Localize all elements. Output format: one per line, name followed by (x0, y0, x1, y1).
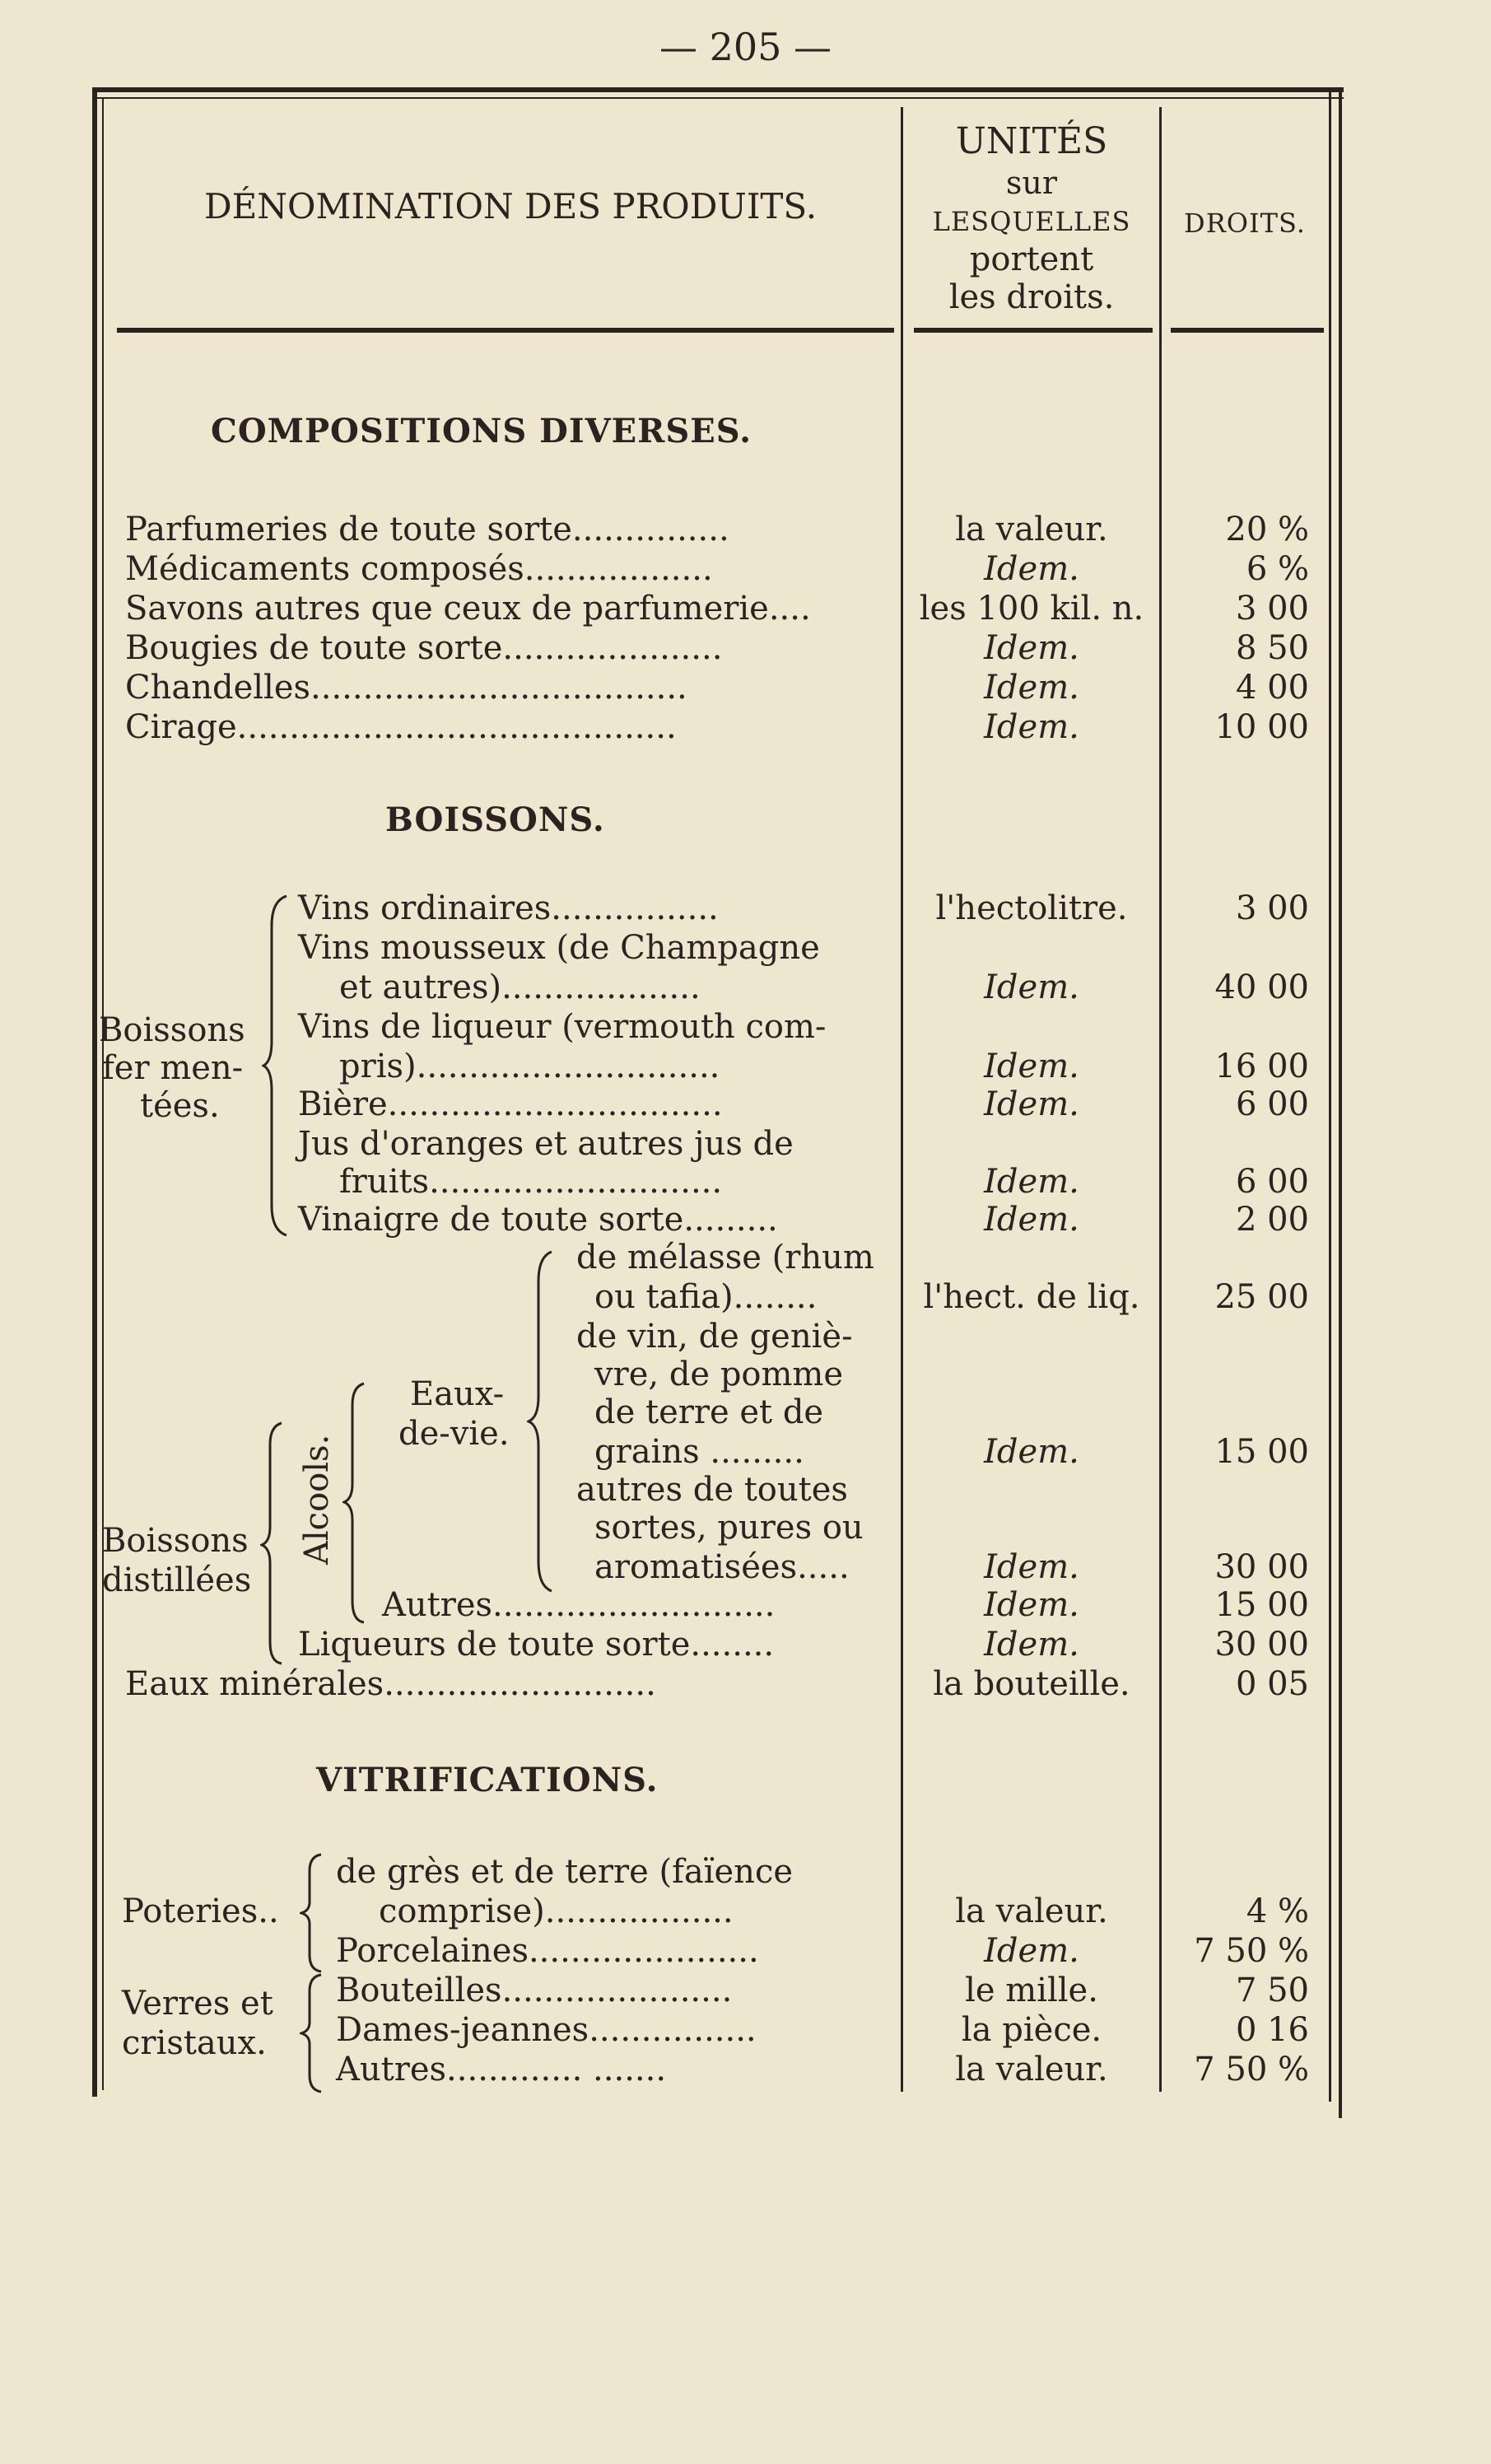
right-border (1329, 92, 1331, 2102)
unit-distillees: Idem. (984, 1626, 1079, 1664)
line-fermentees: Jus d'oranges et autres jus de (298, 1125, 794, 1163)
line-distillees: vre, de pomme (594, 1356, 844, 1393)
duty-vitrifications: 0 16 (1235, 2011, 1309, 2049)
unit-distillees: Idem. (984, 1586, 1079, 1624)
label-verres: Verres et (122, 1985, 273, 2023)
header-col1: DÉNOMINATION DES PRODUITS. (203, 186, 818, 226)
duty-fermentees: 6 00 (1235, 1163, 1309, 1201)
row-name: Savons autres que ceux de parfumerie.... (125, 590, 811, 628)
brace-icon (342, 1380, 367, 1624)
brace-icon (260, 1420, 285, 1667)
unit-vitrifications: la valeur. (955, 2051, 1108, 2088)
unit-fermentees: Idem. (984, 1085, 1079, 1123)
unit-fermentees: l'hectolitre. (935, 889, 1128, 927)
line-verres: Autres............. ....... (336, 2051, 667, 2088)
unit-fermentees: Idem. (984, 968, 1079, 1006)
row-unit: les 100 kil. n. (919, 590, 1144, 628)
row-name: Cirage.......................................... (125, 708, 677, 746)
line-fermentees: fruits............................ (339, 1163, 723, 1201)
unit-distillees: Idem. (984, 1433, 1079, 1471)
duty-distillees: 30 00 (1214, 1548, 1309, 1586)
row-unit: Idem. (984, 669, 1079, 707)
row-unit: Idem. (984, 708, 1079, 746)
section-vitrifications: VITRIFICATIONS. (316, 1761, 659, 1799)
brace-icon (262, 893, 291, 1239)
row-unit: Idem. (984, 550, 1079, 588)
line-liqueurs: Liqueurs de toute sorte........ (298, 1626, 775, 1664)
header-col2-line4: portent (969, 240, 1094, 278)
group-label-distillees: Boissons (102, 1522, 249, 1560)
duty-fermentees: 3 00 (1235, 889, 1309, 927)
line-fermentees: Vins de liqueur (vermouth com- (298, 1008, 827, 1046)
line-fermentees: Bière................................ (298, 1085, 723, 1123)
line-distillees: de vin, de geniè- (576, 1318, 853, 1356)
line-autres-alcools: Autres........................... (382, 1586, 776, 1624)
duty-vitrifications: 7 50 (1235, 1972, 1309, 2009)
page-number: — 205 — (659, 25, 832, 69)
duty-distillees: 30 00 (1214, 1626, 1309, 1664)
duty-distillees: 15 00 (1214, 1433, 1309, 1471)
duty-distillees: 25 00 (1214, 1278, 1309, 1316)
header-rule-2 (914, 328, 1153, 333)
header-col2-line1: UNITÉS (955, 120, 1108, 162)
line-distillees: grains ......... (594, 1433, 804, 1471)
line-fermentees: Vins ordinaires................ (298, 889, 719, 927)
line-verres: Dames-jeannes................ (336, 2011, 757, 2049)
duty-vitrifications: 7 50 % (1194, 1932, 1309, 1970)
unit-eaux-minerales: la bouteille. (933, 1665, 1130, 1703)
brace-icon (300, 1851, 324, 1975)
duty-distillees: 15 00 (1214, 1586, 1309, 1624)
brace-icon (300, 1972, 324, 2095)
col-divider-1 (901, 107, 903, 2092)
left-border-inner (102, 97, 104, 2090)
duty-fermentees: 6 00 (1235, 1085, 1309, 1123)
label-poteries: Poteries.. (122, 1892, 279, 1930)
top-rule-thin (92, 97, 1344, 99)
line-fermentees: pris)............................. (339, 1048, 720, 1085)
group-label-fermentees: fer men- (102, 1049, 244, 1087)
row-name: Bougies de toute sorte..................... (125, 629, 723, 667)
label-verres: cristaux. (122, 2024, 267, 2062)
col-divider-2 (1159, 107, 1162, 2092)
header-col2-line5: les droits. (948, 278, 1115, 316)
section-boissons: BOISSONS. (385, 800, 605, 839)
line-distillees: autres de toutes (576, 1471, 848, 1509)
line-distillees: aromatisées..... (594, 1548, 850, 1586)
duty-fermentees: 2 00 (1235, 1201, 1309, 1239)
unit-vitrifications: le mille. (965, 1972, 1098, 2009)
row-duty: 8 50 (1235, 629, 1309, 667)
unit-fermentees: Idem. (984, 1163, 1079, 1201)
top-rule (92, 87, 1344, 92)
header-col3: DROITS. (1184, 208, 1306, 239)
unit-distillees: l'hect. de liq. (923, 1278, 1140, 1316)
line-fermentees: Vinaigre de toute sorte......... (298, 1201, 778, 1239)
row-name: Parfumeries de toute sorte............... (125, 511, 729, 548)
brace-icon (527, 1248, 555, 1594)
section-compositions: COMPOSITIONS DIVERSES. (211, 412, 752, 450)
unit-fermentees: Idem. (984, 1048, 1079, 1085)
line-verres: Bouteilles...................... (336, 1972, 733, 2009)
unit-vitrifications: Idem. (984, 1932, 1079, 1970)
row-unit: la valeur. (955, 511, 1108, 548)
row-duty: 6 % (1246, 550, 1309, 588)
right-border-outer (1339, 92, 1342, 2118)
row-eaux-minerales: Eaux minérales.......................... (125, 1665, 656, 1703)
row-duty: 10 00 (1214, 708, 1309, 746)
header-rule-1 (117, 328, 894, 333)
line-distillees: ou tafia)........ (594, 1278, 818, 1316)
left-border (92, 87, 97, 2097)
unit-fermentees: Idem. (984, 1201, 1079, 1239)
header-col2-line3: LESQUELLES (932, 206, 1131, 237)
line-fermentees: et autres)................... (339, 968, 701, 1006)
row-duty: 3 00 (1235, 590, 1309, 628)
line-poteries: de grès et de terre (faïence (336, 1853, 794, 1891)
line-poteries: Porcelaines...................... (336, 1932, 759, 1970)
line-distillees: de terre et de (594, 1393, 824, 1431)
unit-distillees: Idem. (984, 1548, 1079, 1586)
row-duty: 20 % (1225, 511, 1309, 548)
row-unit: Idem. (984, 629, 1079, 667)
duty-eaux-minerales: 0 05 (1235, 1665, 1309, 1703)
row-name: Médicaments composés.................. (125, 550, 713, 588)
duty-vitrifications: 4 % (1246, 1892, 1309, 1930)
alcools-label: Alcools. (298, 1434, 336, 1565)
eaux-label: de-vie. (398, 1415, 510, 1453)
row-duty: 4 00 (1235, 669, 1309, 707)
line-distillees: de mélasse (rhum (576, 1239, 874, 1276)
line-poteries: comprise).................. (379, 1892, 734, 1930)
group-label-distillees: distillées (102, 1561, 252, 1599)
group-label-fermentees: tées. (140, 1087, 220, 1125)
unit-vitrifications: la valeur. (955, 1892, 1108, 1930)
line-fermentees: Vins mousseux (de Champagne (298, 929, 820, 967)
unit-vitrifications: la pièce. (961, 2011, 1102, 2049)
duty-vitrifications: 7 50 % (1194, 2051, 1309, 2088)
header-rule-3 (1171, 328, 1324, 333)
duty-fermentees: 40 00 (1214, 968, 1309, 1006)
header-col2-line2: sur (1005, 165, 1058, 201)
row-name: Chandelles.................................... (125, 669, 687, 707)
group-label-fermentees: Boissons (99, 1011, 245, 1049)
eaux-label: Eaux- (410, 1375, 505, 1413)
duty-fermentees: 16 00 (1214, 1048, 1309, 1085)
line-distillees: sortes, pures ou (594, 1509, 864, 1547)
